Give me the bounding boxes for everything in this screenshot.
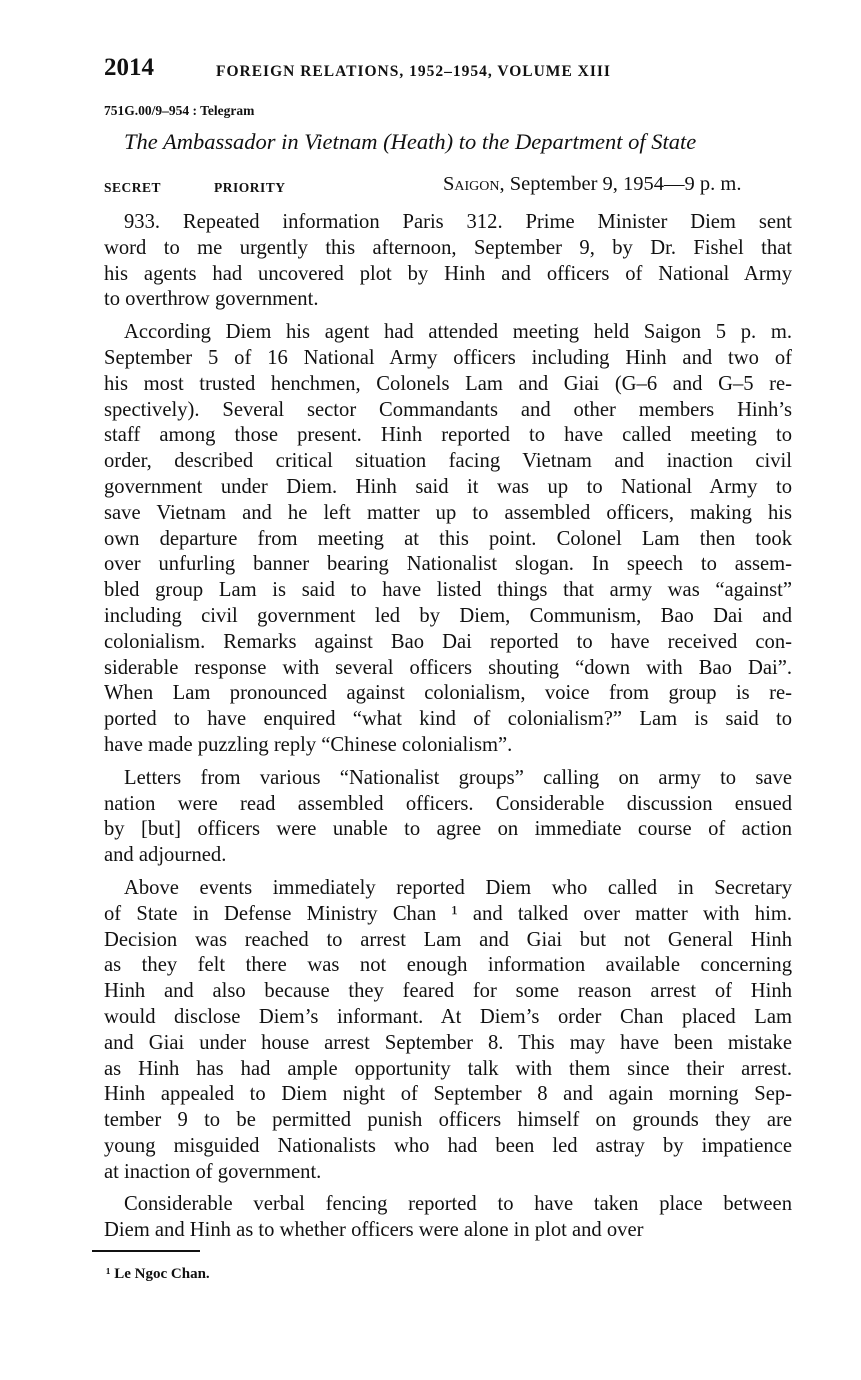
page-number: 2014 [104,54,154,81]
text-line: would disclose Diem’s informant. At Diem’s order Chan placed Lam [104,1005,792,1028]
text-line: spectively). Several sector Commandants and other members Hinh’s [104,398,792,421]
text-line: by [but] officers were unable to agree on immediate course of action [104,818,792,841]
text-line: including civil government led by Diem, Communism, Bao Dai and [104,604,792,627]
paragraph [104,210,792,313]
text-line: over unfurling banner bearing Nationalist slogan. In speech to assem- [104,553,792,576]
text-line: his most trusted henchmen, Colonels Lam and Giai (G–6 and G–5 re- [104,372,792,395]
text-line: Decision was reached to arrest Lam and Giai but not General Hinh [104,928,792,951]
paragraph [104,876,792,1186]
text-line: order, described critical situation facing Vietnam and inaction civil [104,450,792,473]
text-line: nation were read assembled officers. Considerable discussion ensued [104,792,792,815]
page-header [104,54,804,88]
text-line: bled group Lam is said to have listed things that army was “against” [104,579,792,602]
text-line: to overthrow government. [104,288,319,311]
text-line: According Diem his agent had attended meeting held Saigon 5 p. m. [124,321,792,344]
running-head: FOREIGN RELATIONS, 1952–1954, VOLUME XIII [216,63,611,80]
dateline-date: , September 9, 1954—9 p. m. [499,173,742,195]
text-line: siderable response with several officers shouting “down with Bao Dai”. [104,656,792,679]
text-line: own departure from meeting at this point. Colonel Lam then took [104,527,792,550]
text-line: young misguided Nationalists who had been led astray by impatience [104,1134,792,1157]
priority-label: PRIORITY [214,180,286,195]
text-line: at inaction of government. [104,1160,322,1183]
footnote: ¹ Le Ngoc Chan. [106,1266,210,1282]
text-line: Diem and Hinh as to whether officers were alone in plot and over [104,1219,644,1242]
dateline-place: Saigon [443,173,500,195]
footnote-divider [92,1250,200,1252]
text-line: and Giai under house arrest September 8. This may have been mistake [104,1031,792,1054]
paragraph [104,1192,792,1244]
classification-label: SECRET [104,180,162,195]
text-line: ported to have enquired “what kind of colonialism?” Lam is said to [104,708,792,731]
text-line: Considerable verbal fencing reported to have taken place between [124,1193,792,1216]
document-id: 751G.00/9–954 : Telegram [104,103,255,118]
paragraph [104,766,792,869]
text-line: government under Diem. Hinh said it was up to National Army to [104,475,792,498]
document-title: The Ambassador in Vietnam (Heath) to the Department of State [124,129,697,154]
text-line: When Lam pronounced against colonialism, voice from group is re- [104,682,792,705]
text-line: as they felt there was not enough information available concerning [104,954,792,977]
text-line: staff among those present. Hinh reported to have called meeting to [104,424,792,447]
telegram-body [104,210,792,1251]
paragraph [104,320,792,759]
dateline [443,173,742,196]
text-line: September 5 of 16 National Army officers including Hinh and two of [104,346,792,369]
text-line: save Vietnam and he left matter up to assembled officers, making his [104,501,792,524]
text-line: Above events immediately reported Diem who called in Secretary [124,876,792,899]
text-line: have made puzzling reply “Chinese colonialism”. [104,733,513,756]
text-line: word to me urgently this afternoon, September 9, by Dr. Fishel that [104,236,792,259]
text-line: and adjourned. [104,844,227,867]
text-line: of State in Defense Ministry Chan ¹ and talked over matter with him. [104,902,792,925]
text-line: Letters from various “Nationalist groups” calling on army to save [124,766,792,789]
text-line: Hinh appealed to Diem night of September 8 and again morning Sep- [104,1083,792,1106]
text-line: 933. Repeated information Paris 312. Prime Minister Diem sent [124,211,792,233]
text-line: his agents had uncovered plot by Hinh and officers of National Army [104,262,792,285]
text-line: tember 9 to be permitted punish officers himself on grounds they are [104,1109,792,1132]
text-line: colonialism. Remarks against Bao Dai reported to have received con- [104,630,792,653]
text-line: as Hinh has had ample opportunity talk with them since their arrest. [104,1057,792,1080]
text-line: Hinh and also because they feared for some reason arrest of Hinh [104,980,792,1003]
